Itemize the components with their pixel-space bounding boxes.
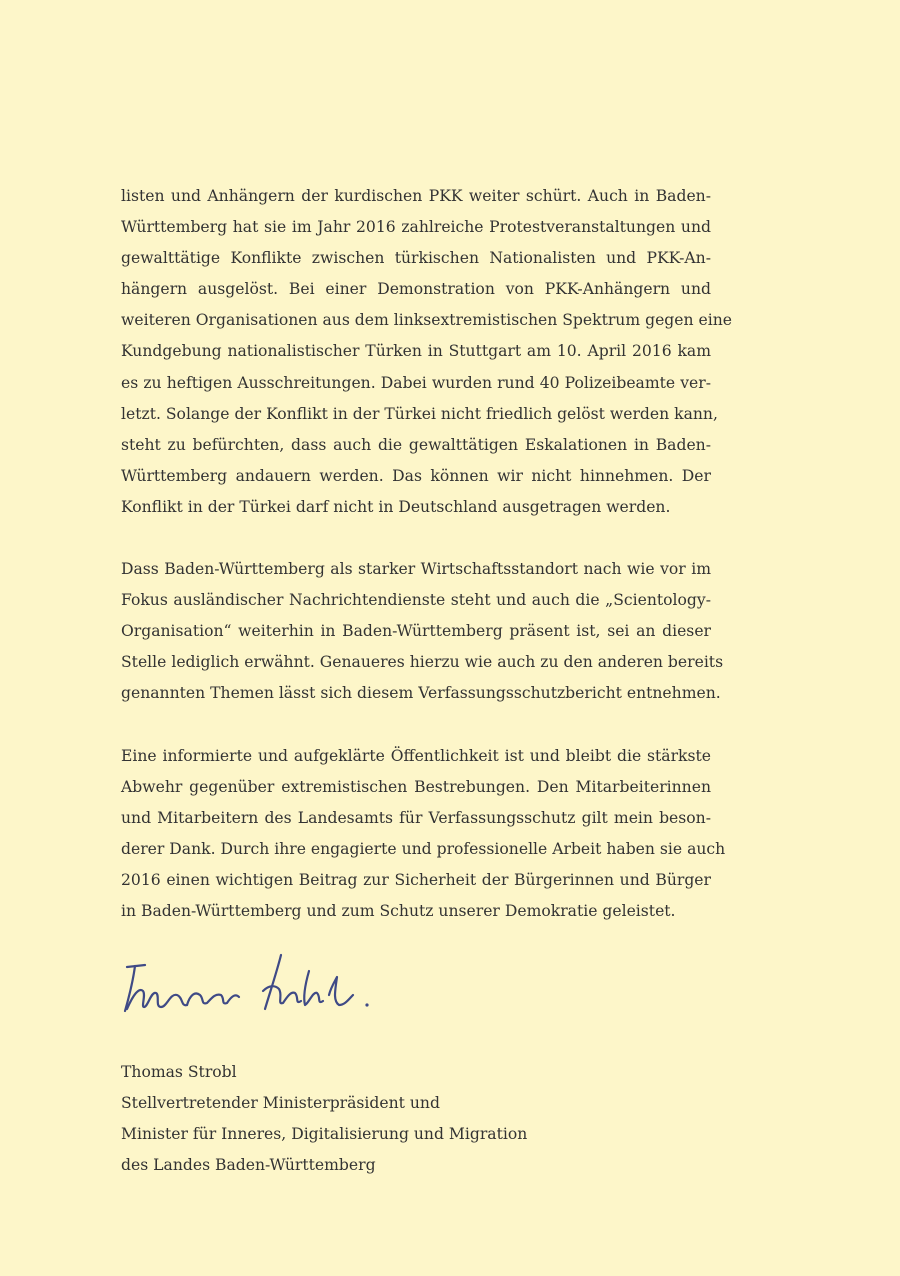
paragraph-3 — [121, 741, 726, 928]
text-line: Abwehr gegenüber extremistischen Bestrebungen. Den Mitarbeiterinnen — [121, 777, 711, 796]
letter-body — [121, 181, 732, 1181]
paragraph-spacer — [121, 523, 711, 554]
signatory-name: Thomas Strobl — [121, 1063, 237, 1082]
text-line: Kundgebung nationalistischer Türken in Stuttgart am 10. April 2016 kam — [121, 342, 711, 361]
text-line: Stelle lediglich erwähnt. Genaueres hierzu wie auch zu den anderen bereits — [121, 653, 724, 672]
text-line: hängern ausgelöst. Bei einer Demonstration von PKK-Anhängern und — [121, 280, 711, 299]
text-line: Württemberg hat sie im Jahr 2016 zahlreiche Protestveranstaltungen und — [121, 218, 711, 237]
text-line: gewalttätige Konflikte zwischen türkischen Nationalisten und PKK-An- — [121, 249, 711, 268]
signatory-title: des Landes Baden-Württemberg — [121, 1156, 376, 1175]
text-line: genannten Themen lässt sich diesem Verfassungsschutzbericht entnehmen. — [121, 684, 721, 703]
text-line: Konflikt in der Türkei darf nicht in Deutschland ausgetragen werden. — [121, 497, 671, 516]
text-line: es zu heftigen Ausschreitungen. Dabei wurden rund 40 Polizeibeamte ver- — [121, 373, 711, 392]
handwritten-signature — [121, 947, 711, 1057]
text-line: und Mitarbeitern des Landesamts für Verfassungsschutz gilt mein beson- — [121, 808, 711, 827]
text-line: letzt. Solange der Konflikt in der Türkei nicht friedlich gelöst werden kann, — [121, 404, 718, 423]
text-line: Fokus ausländischer Nachrichtendienste steht und auch die „Scientology- — [121, 591, 711, 610]
text-line: derer Dank. Durch ihre engagierte und professionelle Arbeit haben sie auch — [121, 839, 726, 858]
paragraph-1 — [121, 181, 732, 523]
signatory-title: Minister für Inneres, Digitalisierung und Migration — [121, 1125, 528, 1144]
text-line: 2016 einen wichtigen Beitrag zur Sicherheit der Bürgerinnen und Bürger — [121, 870, 711, 889]
paragraph-spacer — [121, 710, 711, 741]
signatory-title: Stellvertretender Ministerpräsident und — [121, 1094, 440, 1113]
text-line: listen und Anhängern der kurdischen PKK weiter schürt. Auch in Baden- — [121, 187, 711, 205]
text-line: weiteren Organisationen aus dem linksextremistischen Spektrum gegen eine — [121, 311, 732, 330]
signature-block — [121, 1057, 711, 1181]
text-line: Württemberg andauern werden. Das können wir nicht hinnehmen. Der — [121, 466, 711, 485]
text-line: Eine informierte und aufgeklärte Öffentlichkeit ist und bleibt die stärkste — [121, 746, 711, 765]
text-line: in Baden-Württemberg und zum Schutz unserer Demokratie geleistet. — [121, 901, 676, 920]
text-line: Organisation“ weiterhin in Baden-Württemberg präsent ist, sei an dieser — [121, 622, 711, 641]
text-line: Dass Baden-Württemberg als starker Wirtschaftsstandort nach wie vor im — [121, 560, 711, 579]
paragraph-2 — [121, 554, 724, 709]
text-line: steht zu befürchten, dass auch die gewalttätigen Eskalationen in Baden- — [121, 435, 711, 454]
signature-icon — [117, 947, 387, 1027]
